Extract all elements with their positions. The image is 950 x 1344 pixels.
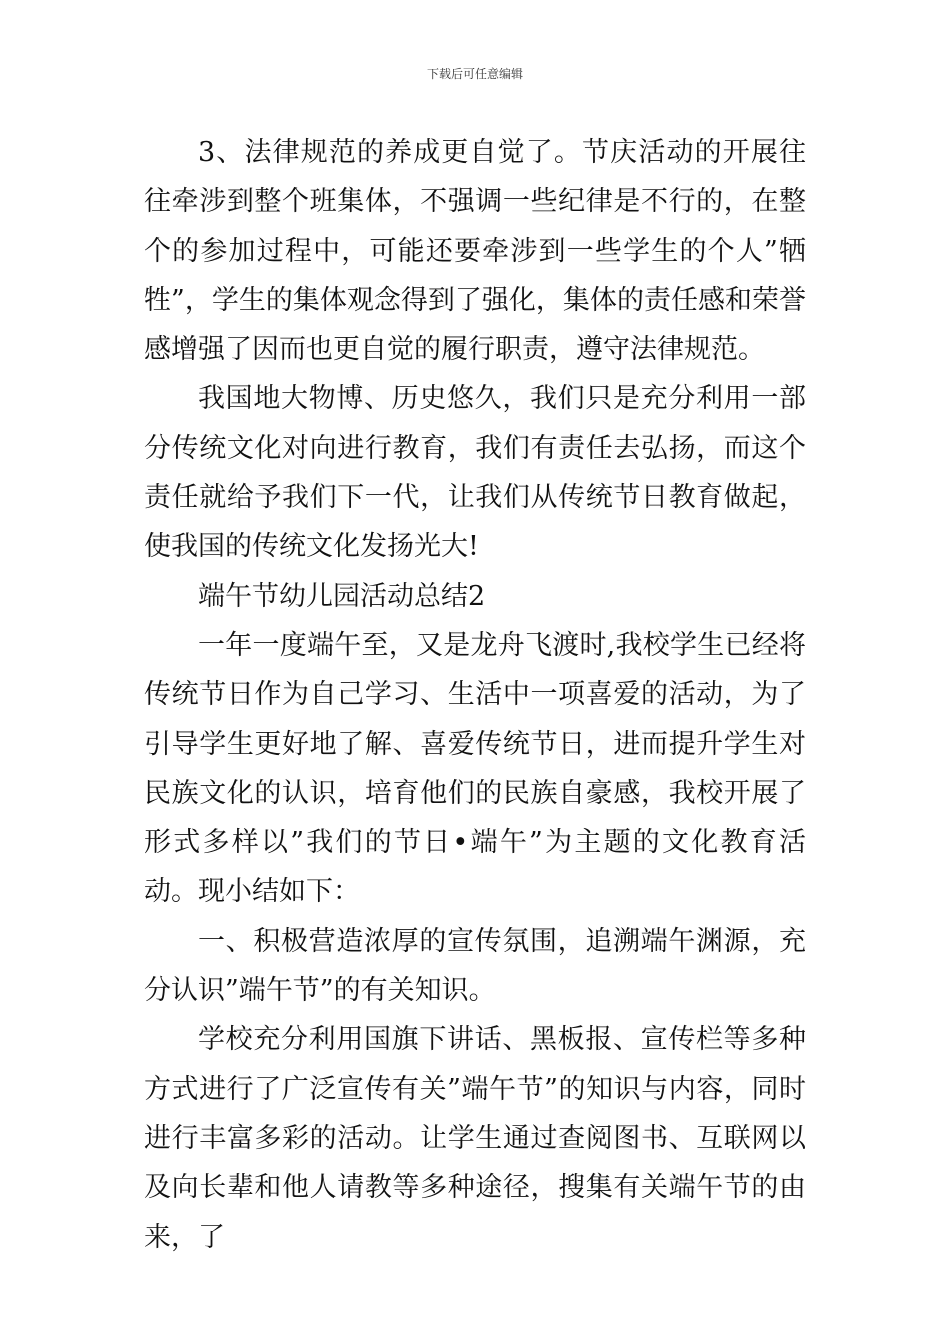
section-heading: 端午节幼儿园活动总结2 bbox=[198, 580, 486, 612]
paragraph-intro: 一年一度端午至，又是龙舟飞渡时,我校学生已经将传统节日作为自己学习、生活中一项喜爱的活动，为了引导学生更好地了解、喜爱传统节日，进而提升学生对民族文化的认识，培育他们的民族自豪感，我校开展了形式多样以”我们的节日•端午”为主题的文化教育活动。现小结如下： bbox=[144, 629, 806, 908]
paragraph-publicity: 学校充分利用国旗下讲话、黑板报、宣传栏等多种方式进行了广泛宣传有关”端午节”的知识与内容，同时进行丰富多彩的活动。让学生通过查阅图书、互联网以及向长辈和他人请教等多种途径，搜集有关端午节的由来，了 bbox=[144, 1024, 806, 1253]
document-body bbox=[144, 128, 806, 1262]
paragraph-point-one: 一、积极营造浓厚的宣传氛围，追溯端午渊源，充分认识”端午节”的有关知识。 bbox=[144, 925, 806, 1007]
header-note: 下载后可任意编辑 bbox=[426, 67, 523, 81]
paragraph-legal-norms: 3、法律规范的养成更自觉了。节庆活动的开展往往牵涉到整个班集体，不强调一些纪律是不行的，在整个的参加过程中，可能还要牵涉到一些学生的个人”牺牲”，学生的集体观念得到了强化，集体的责任感和荣誉感增强了因而也更自觉的履行职责，遵守法律规范。 bbox=[144, 137, 806, 366]
paragraph-traditional-culture: 我国地大物博、历史悠久，我们只是充分利用一部分传统文化对向进行教育，我们有责任去弘扬，而这个责任就给予我们下一代，让我们从传统节日教育做起，使我国的传统文化发扬光大! bbox=[144, 383, 806, 563]
